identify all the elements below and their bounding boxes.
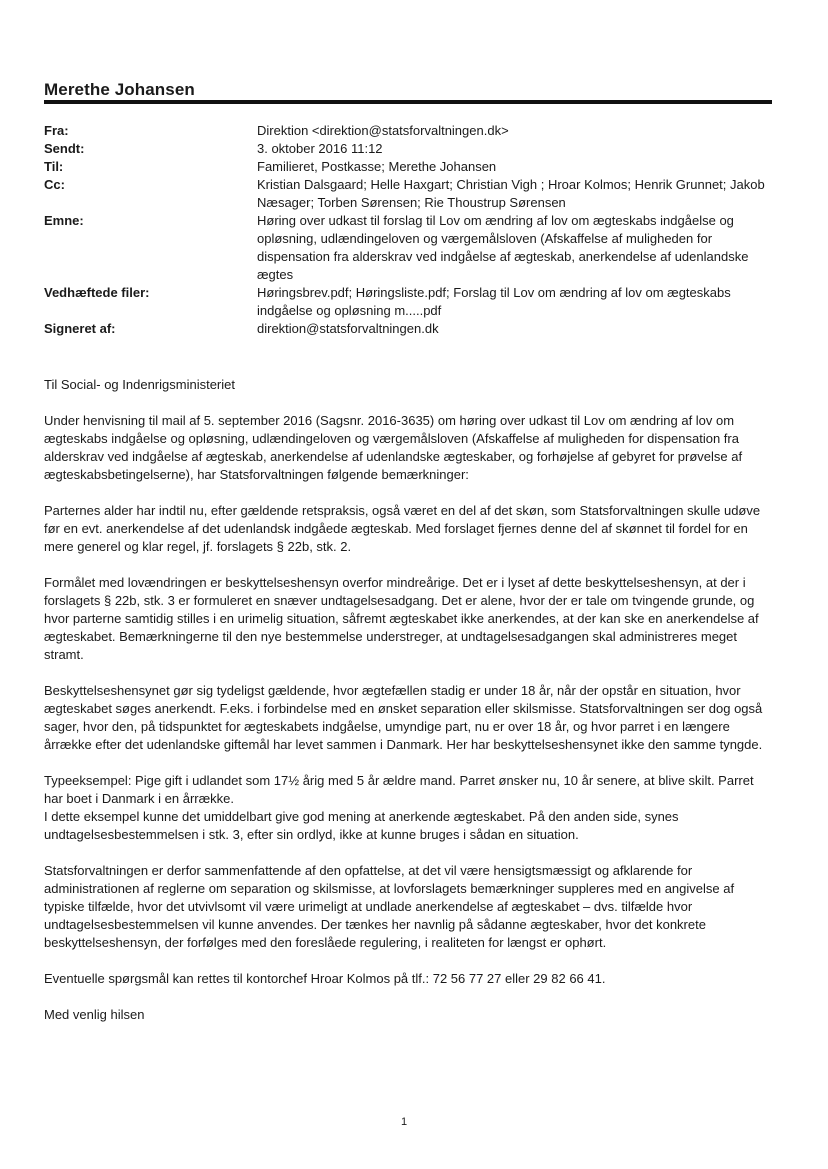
salutation: Til Social- og Indenrigsministeriet [44,377,235,392]
field-value: Kristian Dalsgaard; Helle Haxgart; Christian Vigh ; Hroar Kolmos; Henrik Grunnet; Jakob Næsager; Torben Sørensen; Rie Thoustrup Sørensen [257,177,765,210]
letter-paragraph: Statsforvaltningen er derfor sammenfattende af den opfattelse, at det vil være hensigtsmæssigt og afklarende for administrationen af reglerne om separation og skilsmisse, at lovforslagets bemærkninger suppleres med en angivelse af typiske tilfælde, hvor det utvivlsomt vil være urimeligt at undlade anerkendelse af ægteskabet – dvs. tilfælde hvor undtagelsesbestemmelsen vil kunne anvendes. Der tænkes her navnlig på sådanne ægteskaber, hvor det konkrete beskyttelseshensyn, der forfølges med den foreslåede regulering, i realiteten for længst er ophørt. [44,863,735,950]
field-value: Familieret, Postkasse; Merethe Johansen [257,159,497,174]
email-field-from [44,122,774,140]
field-value: Direktion <direktion@statsforvaltningen.dk> [257,123,509,138]
contact-paragraph: Eventuelle spørgsmål kan rettes til kontorchef Hroar Kolmos på tlf.: 72 56 77 27 eller 29 82 66 41. [44,971,606,986]
field-label: Cc: [44,177,65,192]
field-label: Vedhæftede filer: [44,285,150,300]
email-field-cc [44,176,774,212]
field-label: Emne: [44,213,84,228]
letter-paragraph: Under henvisning til mail af 5. september 2016 (Sagsnr. 2016-3635) om høring over udkast til Lov om ændring af lov om ægteskabs indgåelse og opløsning, udlændingeloven og værgemålsloven (Afskaffelse af muligheden for dispensation fra alderskrav ved indgåelse af ægteskab, anerkendelse af udenlandske ægteskaber, og forhøjelse af gebyret for prøvelse af ægteskabsbetingelserne), har Statsforvaltningen følgende bemærkninger: [44,413,743,482]
field-label: Til: [44,159,64,174]
field-value: direktion@statsforvaltningen.dk [257,321,439,336]
field-value: 3. oktober 2016 11:12 [257,141,383,156]
header-divider [44,100,772,104]
field-label: Sendt: [44,141,85,156]
email-field-attachments [44,284,774,320]
letter-paragraph: Typeeksempel: Pige gift i udlandet som 17½ årig med 5 år ældre mand. Parret ønsker nu, 10 år senere, at blive skilt. Parret har boet i Danmark i en årrække. I dette eksempel kunne det umiddelbart give god mening at anerkende ægteskabet. På den anden side, synes undtagelsesbestemmelsen i stk. 3, efter sin ordlyd, ikke at kunne bruges i sådan en situation. [44,773,754,842]
email-field-to [44,158,774,176]
letter-paragraph: Formålet med lovændringen er beskyttelseshensyn overfor mindreårige. Det er i lyset af dette beskyttelseshensyn, at der i forslagets § 22b, stk. 3 er formuleret en snæver undtagelsesadgang. Det er alene, hvor der er tale om tvingende grunde, og hvor parterne samtidig stilles i en urimelig situation, såfremt ægteskabet ikke anerkendes, at der kan ske en anerkendelse af ægteskabet. Bemærkningerne til den nye bestemmelse understreger, at undtagelsesadgangen skal administreres meget stramt. [44,575,759,662]
email-field-subject [44,212,774,284]
letter-body [44,376,774,1042]
field-label: Signeret af: [44,321,116,336]
field-value: Høringsbrev.pdf; Høringsliste.pdf; Forslag til Lov om ændring af lov om ægteskabs indgåelse og opløsning m.....pdf [257,285,731,318]
letter-paragraph: Parternes alder har indtil nu, efter gældende retspraksis, også været en del af det skøn, som Statsforvaltningen skulle udøve før en evt. anerkendelse af det udenlandsk indgåede ægteskab. Med forslaget fjernes denne del af skønnet til fordel for en mere generel og klar regel, jf. forslagets § 22b, stk. 2. [44,503,761,554]
email-field-signed-by [44,320,774,338]
closing: Med venlig hilsen [44,1007,145,1022]
field-label: Fra: [44,123,69,138]
email-header [44,122,774,338]
mailbox-owner-name: Merethe Johansen [44,80,195,99]
email-field-sent [44,140,774,158]
field-value: Høring over udkast til forslag til Lov om ændring af lov om ægteskabs indgåelse og opløsning, udlændingeloven og værgemålsloven (Afskaffelse af muligheden for dispensation fra alderskrav ved indgåelse af ægteskab, anerkendelse af udenlandske ægtes [257,213,749,282]
page-number: 1 [400,1116,408,1128]
letter-paragraph: Beskyttelseshensynet gør sig tydeligst gældende, hvor ægtefællen stadig er under 18 år, når der opstår en situation, hvor ægteskabet søges anerkendt. F.eks. i forbindelse med en ønsket separation eller skilsmisse. Statsforvaltningen ser dog også sager, hvor den, på tidspunktet for ægteskabets indgåelse, umyndige part, nu er over 18 år, og hvor parret i en længere årrække efter det udenlandske giftemål har levet sammen i Danmark. Her har beskyttelseshensynet ikke den samme tyngde. [44,683,763,752]
